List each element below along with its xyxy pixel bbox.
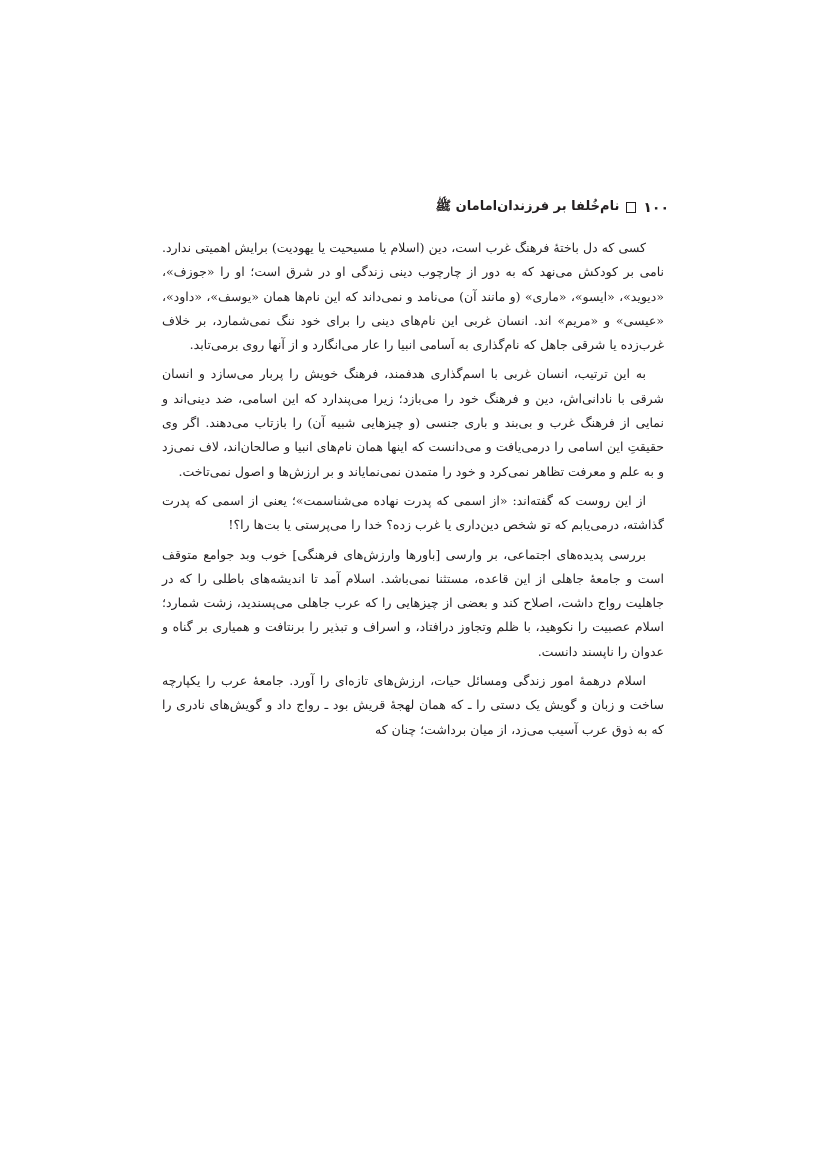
paragraph-3: از این روست که گفته‌اند: «از اسمی که پدرت نهاده می‌شناسمت»؛ یعنی از اسمی که پدرت گذاشته، درمی‌یابم که تو شخص دین‌داری یا غرب زده؟ خدا را می‌پرستی یا بت‌ها را؟!	[162, 492, 664, 533]
paragraph-4: بررسی پدیده‌های اجتماعی، بر وارسی [باورها وارزش‌های فرهنگی] خوب وبد جوامع متوقف است و جامعهٔ جاهلی از این قاعده، مستثنا نمی‌باشد. اسلام آمد تا اندیشه‌های باطلی را که در جاهلیت رواج داشت، اصلاح کند و بعضی از چیزهایی را که عرب جاهلی می‌پسندید، زشت شمارد؛ اسلام عصبیت را نکوهید، با ظلم وتجاوز درافتاد، و اسراف و تبذیر را برنتافت و همیاری بر گناه و عدوان را ناپسند دانست.	[162, 546, 664, 659]
running-title: نام‌خُلفا بر فرزندان‌امامان ﷺ	[435, 199, 620, 214]
page-number: ۱۰۰	[643, 199, 669, 216]
page-body	[162, 236, 664, 747]
paragraph-5: اسلام درهمهٔ امور زندگی ومسائل حیات، ارزش‌های تازه‌ای را آورد. جامعهٔ عرب را یکپارچه ساخت و زبان و گویش یک دستی را ـ که همان لهجهٔ قریش بود ـ رواج داد و گویش‌های نادری را که به ذوق عرب آسیب می‌زد، از میان برداشت؛ چنان که	[162, 673, 664, 737]
square-bullet-icon	[626, 202, 636, 213]
paragraph-2: به این ترتیب، انسان غربی با اسم‌گذاری هدفمند، فرهنگ خویش را پربار می‌سازد و انسان شرقی با نادانی‌اش، دین و فرهنگ خود را می‌بازد؛ زیرا می‌پندارد که این اسامی، ضد دینی‌اند و نمایی از فرهنگ غرب و بی‌بند و باری جنسی (و چیزهایی شبیه آن) را بازتاب می‌دهند. اگر وی حقیقتِ این اسامی را درمی‌یافت و می‌دانست که اینها همان نام‌های انبیا و صالحان‌اند، لاف نمی‌زد و به علم و معرفت تظاهر نمی‌کرد و خود را متمدن نمی‌نمایاند و بر ارزش‌ها و اصول نمی‌تاخت.	[162, 366, 664, 479]
paragraph-1: کسی که دل باختهٔ فرهنگ غرب است، دین (اسلام یا مسیحیت یا یهودیت) برایش اهمیتی ندارد. نامی بر کودکش می‌نهد که به دور از چارچوب دینی زندگی او در شرق است؛ او را «جوزف»، «دیوید»، «ایسو»، «ماری» (و مانند آن) می‌نامد و نمی‌داند که این نام‌ها همان «یوسف»، «داود»، «عیسی» و «مریم» اند. انسان غربی این نام‌های دینی را برای خود ننگ نمی‌شمارد، بر خلاف غرب‌زده یا شرقی جاهل که نام‌گذاری به اَسامی انبیا را عار می‌انگارد و از آنها روی برمی‌تابد.	[162, 240, 664, 353]
page-header	[435, 198, 669, 217]
